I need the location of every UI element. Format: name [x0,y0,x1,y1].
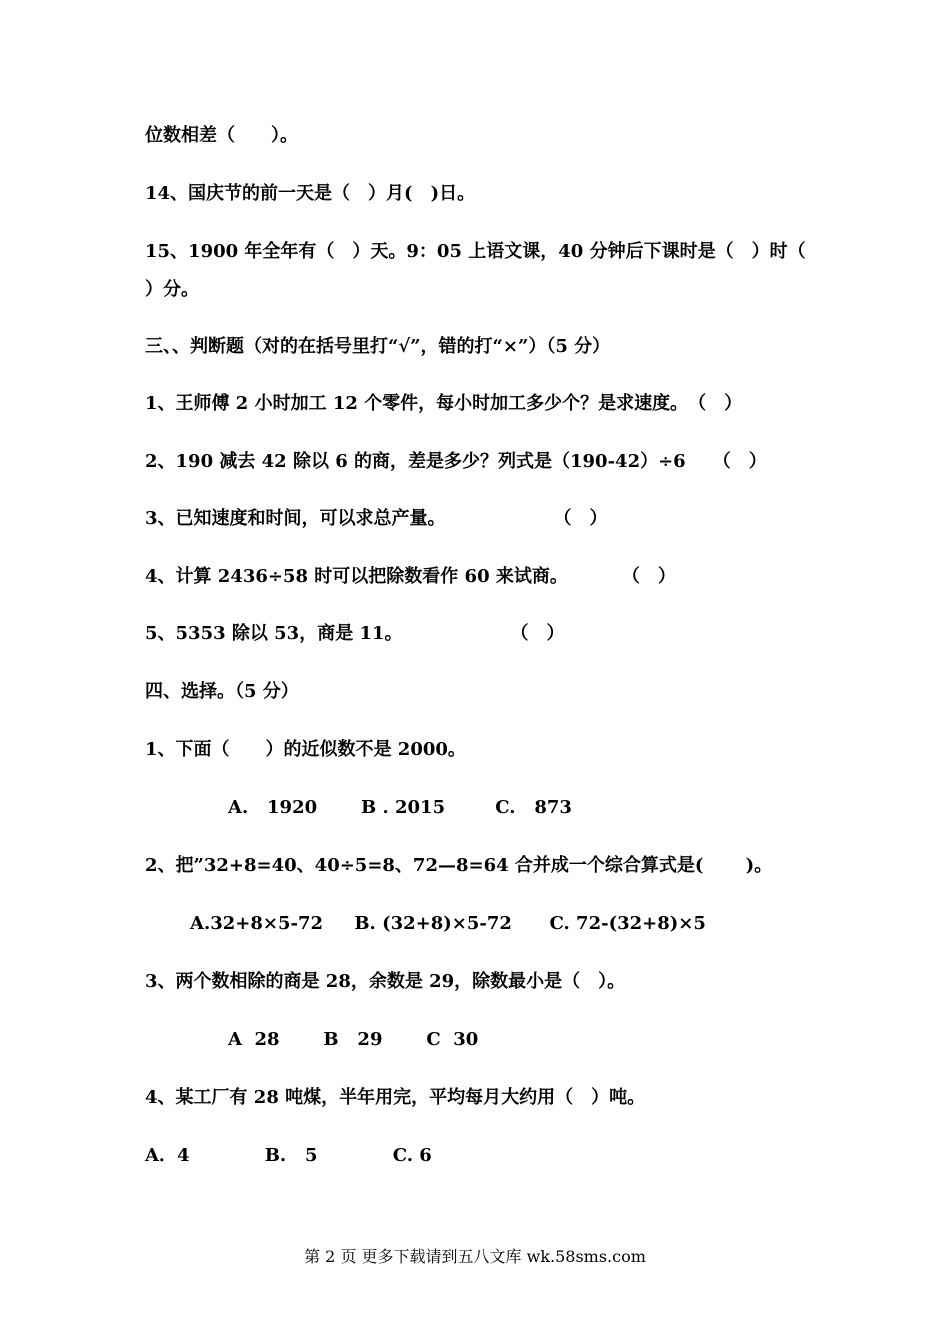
choice-q4-options: A．4 B. 5 C. 6 [145,1145,432,1166]
choice-q2-options: A.32+8×5-72 B. (32+8)×5-72 C. 72-(32+8)×5 [190,913,706,934]
q15-continuation: ）分。 [145,279,199,300]
section-3-heading: 三、、判断题（对的在括号里打“√”，错的打“×”）（5 分） [145,336,611,357]
judge-q4: 4、计算 2436÷58 时可以把除数看作 60 来试商。 （ ） [145,566,676,587]
judge-q1: 1、王师傅 2 小时加工 12 个零件，每小时加工多少个？是求速度。 （ ） [145,393,743,414]
choice-q1: 1、下面（ ）的近似数不是 2000。 [145,739,466,760]
q15-text: 15、1900 年全年有（ ）天。9：05 上语文课，40 分钟后下课时是（ ）时（ [145,241,806,262]
choice-q2: 2、把”32+8=40、40÷5=8、72—8=64 合并成一个综合算式是( )。 [145,855,773,876]
choice-q3-options: A 28 B 29 C 30 [228,1029,479,1050]
choice-q4: 4、某工厂有 28 吨煤，半年用完，平均每月大约用（ ）吨。 [145,1087,646,1108]
q14-text: 14、国庆节的前一天是（ ）月( )日。 [145,183,476,204]
judge-q2: 2、190 减去 42 除以 6 的商，差是多少？列式是（190-42）÷6 （ ） [145,451,767,472]
choice-q1-options: A. 1920 B . 2015 C. 873 [228,797,572,818]
judge-q3: 3、已知速度和时间，可以求总产量。 （ ） [145,508,608,529]
q13-continuation: 位数相差（ ）。 [145,125,298,146]
choice-q3: 3、两个数相除的商是 28，余数是 29，除数最小是（ ）。 [145,971,626,992]
section-4-heading: 四、选择。（5 分） [145,681,299,702]
page-footer: 第 2 页 更多下载请到五八文库 wk.58sms.com [304,1247,646,1266]
judge-q5: 5、5353 除以 53，商是 11。 （ ） [145,623,565,644]
